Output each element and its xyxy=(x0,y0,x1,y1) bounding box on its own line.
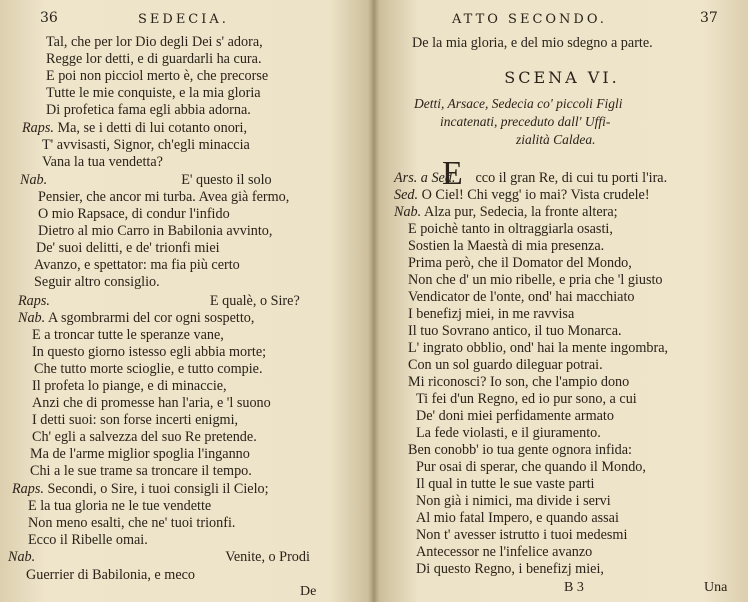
text-line: La fede violasti, e il giuramento. xyxy=(416,425,601,441)
text-line: Regge lor detti, e di guardarli ha cura. xyxy=(46,51,262,67)
text-line: Vana la tua vendetta? xyxy=(42,154,163,170)
right-catchword: Una xyxy=(704,580,728,595)
text-line: Di profetica fama egli abbia adorna. xyxy=(46,102,251,118)
text-line: Con un sol guardo dileguar potrai. xyxy=(408,357,603,373)
text-line: Prima però, che il Domator del Mondo, xyxy=(408,255,632,271)
signature-mark: B 3 xyxy=(564,580,584,595)
text-line: Dietro al mio Carro in Babilonia avvinto, xyxy=(38,223,273,239)
text-line: Anzi che di promesse han l'aria, e 'l suono xyxy=(32,395,271,411)
text-line: Ti fei d'un Regno, ed io pur sono, a cui xyxy=(416,391,637,407)
text-line: Avanzo, e spettator: ma fia più certo xyxy=(34,257,240,273)
left-catchword: De xyxy=(300,584,317,599)
text-line: I benefizj miei, in me ravvisa xyxy=(408,306,575,322)
text-line: Sed. O Ciel! Chi vegg' io mai? Vista crudele! xyxy=(394,187,650,203)
text-line: T' avvisasti, Signor, ch'egli minaccia xyxy=(42,137,250,153)
text-line: Sostien la Maestà di mia presenza. xyxy=(408,238,605,254)
text-line: Il profeta lo piange, e di minaccie, xyxy=(32,378,227,394)
text-line: Ben conobb' io tua gente ognora infida: xyxy=(408,442,632,458)
left-page-number: 36 xyxy=(40,10,58,26)
text-line: E poi non picciol merto è, che precorse xyxy=(46,68,269,84)
text-line: Pur osai di sperar, che quando il Mondo, xyxy=(416,459,646,475)
text-line: Il qual in tutte le sue vaste parti xyxy=(416,476,595,492)
text-line: Antecessor ne l'infelice avanzo xyxy=(416,544,593,560)
text-line: O mio Rapsace, di condur l'infido xyxy=(38,206,230,222)
text-line: Chi a le sue trame sa troncare il tempo. xyxy=(30,463,252,479)
text-line: De' doni miei perfidamente armato xyxy=(416,408,614,424)
left-page xyxy=(0,0,372,602)
text-line: Ch' egli a salvezza del suo Re pretende. xyxy=(32,429,257,445)
scene-title: SCENA VI. xyxy=(504,68,620,87)
stage-direction-line: Detti, Arsace, Sedecia co' piccoli Figli xyxy=(414,96,623,111)
text-line: Non che d' un mio ribelle, e pria che 'l giusto xyxy=(408,272,663,288)
text-line: E la tua gloria ne le tue vendette xyxy=(28,498,212,514)
text-line: Nab. A sgombrarmi del cor ogni sospetto, xyxy=(18,310,255,326)
text-line: Non già i nimici, ma divide i servi xyxy=(416,493,611,509)
text-line: Nab. Alza pur, Sedecia, la fronte altera; xyxy=(394,204,618,220)
text-line: Che tutto morte scioglie, e tutto compie. xyxy=(34,361,263,377)
left-running-header: SEDECIA. xyxy=(138,12,229,27)
text-line: Raps. Secondi, o Sire, i tuoi consigli il Cielo; xyxy=(12,481,269,497)
right-page xyxy=(376,0,748,602)
text-line: Raps. Ma, se i detti di lui cotanto onori, xyxy=(22,120,247,136)
text-line: E poichè tanto in oltraggiarla osasti, xyxy=(408,221,613,237)
text-line: Non t' avesser istrutto i tuoi medesmi xyxy=(416,527,628,543)
drop-capital: E xyxy=(442,155,463,192)
text-line: Ma de l'arme miglior spoglia l'inganno xyxy=(30,446,250,462)
text-line: Non meno esalti, che ne' tuoi trionfi. xyxy=(28,515,236,531)
text-line: Tutte le mie conquiste, e la mia gloria xyxy=(46,85,261,101)
text-line: Vendicator de l'onte, ond' hai macchiato xyxy=(408,289,635,305)
text-line: De la mia gloria, e del mio sdegno a parte. xyxy=(412,35,653,51)
right-running-header: ATTO SECONDO. xyxy=(452,12,607,27)
text-line: Al mio fatal Impero, e quando assai xyxy=(416,510,619,526)
text-line: L' ingrato obblio, ond' hai la mente ingombra, xyxy=(408,340,669,356)
text-line: Guerrier di Babilonia, e meco xyxy=(26,567,196,583)
text-line: Pensier, che ancor mi turba. Avea già fermo, xyxy=(38,189,290,205)
text-line: Il tuo Sovrano antico, il tuo Monarca. xyxy=(408,323,622,339)
text-line: Mi riconosci? Io son, che l'ampio dono xyxy=(408,374,630,390)
text-line: E a troncar tutte le speranze vane, xyxy=(32,327,224,343)
stage-direction-line: incatenati, preceduto dall' Uffi- xyxy=(440,114,611,129)
right-page-number: 37 xyxy=(700,10,718,26)
text-line: Seguir altro consiglio. xyxy=(34,274,160,290)
text-line: In questo giorno istesso egli abbia morte; xyxy=(32,344,267,360)
text-line: Ars. a Sed. cco il gran Re, di cui tu porti l'ira. xyxy=(394,170,668,186)
text-line: Di questo Regno, i benefizj miei, xyxy=(416,561,604,577)
text-line: Nab. Venite, o Prodi xyxy=(8,549,310,565)
text-line: Tal, che per lor Dio degli Dei s' adora, xyxy=(46,34,263,50)
text-line: I detti suoi: son forse incerti enigmi, xyxy=(32,412,239,428)
text-line: De' suoi delitti, e de' trionfi miei xyxy=(36,240,220,256)
stage-direction-line: zialità Caldea. xyxy=(516,132,596,147)
text-line: Nab. E' questo il solo xyxy=(20,172,272,188)
text-line: Raps. E qualè, o Sire? xyxy=(18,293,300,309)
text-line: Ecco il Ribelle omai. xyxy=(28,532,148,548)
